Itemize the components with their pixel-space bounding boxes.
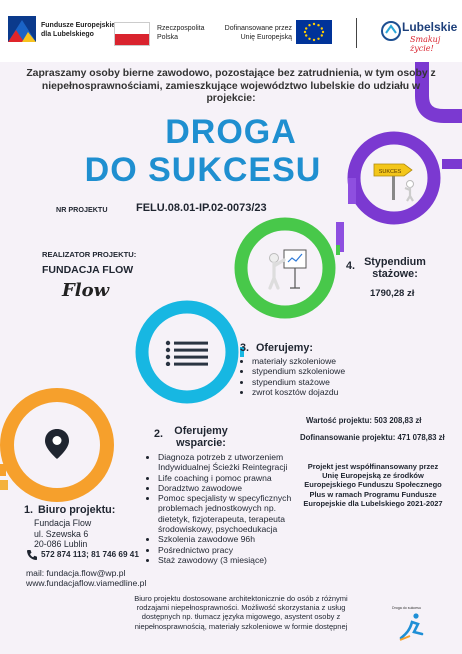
project-value: Wartość projektu: 503 208,83 zł [306, 416, 422, 425]
project-number: FELU.08.01-IP.02-0073/23 [136, 202, 267, 214]
ue-text: Dofinansowane przez Unię Europejską [224, 25, 292, 41]
signpost-icon [368, 156, 420, 202]
list-item: • Szkolenia zawodowe 96h [158, 534, 296, 544]
list-item: • Pomoc specjalisty w specyficznych problemach jednostkowych np. dietetyk, fizjoterapeuta, terapeuta środowiskowy, psychoedukacja [158, 493, 296, 534]
step3-title: Oferujemy: [256, 342, 313, 354]
step2-number: 2. [154, 428, 164, 440]
realizator-name: FUNDACJA FLOW [42, 264, 134, 276]
accessibility-note: Biuro projektu dostosowane architektonicznie do osób z różnymi rodzajami niepełnosprawności. Możliwość skorzystania z usług dostępnych np. tłumacz języka migowego, asystent osoby z niepełnosprawnością, materiały szkoleniowe w formie dostępnej [134, 594, 348, 631]
presenter-icon [264, 248, 310, 292]
list-icon [165, 340, 209, 366]
step1-number: 1. [24, 504, 34, 516]
list-item: • zwrot kosztów dojazdu [252, 387, 420, 397]
financing-note: Projekt jest współfinansowany przez Unię Europejską ze środków Europejskiego Funduszu Społecznego Plus w ramach Programu Fundusze Europejskie dla Lubelskiego 2021-2027 [303, 462, 443, 508]
step4-title: Stypendium stażowe: [364, 256, 426, 280]
intro-text: Zapraszamy osoby bierne zawodowo, pozostające bez zatrudnienia, w tym osoby z niepełnosprawnościami, zamieszkujące województwo lubelskie do udziału w projekcie: [26, 68, 436, 104]
list-item: • stypendium stażowe [252, 377, 420, 387]
lubelskie-tagline: Smakuj życie! [410, 35, 441, 53]
office-phone: 572 874 113; 81 746 69 41 [41, 550, 139, 559]
step1-title: Biuro projektu: [38, 504, 116, 516]
project-cofinancing: Dofinansowanie projektu: 471 078,83 zł [300, 433, 445, 442]
list-item: • Staż zawodowy (3 miesiące) [158, 555, 296, 565]
step2-title: Oferujemy wsparcie: [174, 425, 228, 449]
lubelskie-text: Lubelskie [402, 20, 458, 34]
step3-list [240, 356, 420, 397]
list-item: • Life coaching i pomoc prawna [158, 473, 296, 483]
phone-icon [26, 549, 38, 561]
title-line-2: DO SUKCESU [84, 151, 322, 189]
title-line-1: DROGA [165, 113, 297, 151]
list-item: • materiały szkoleniowe [252, 356, 420, 366]
step4-amount: 1790,28 zł [370, 288, 415, 299]
bottom-logo-text: Droga do sukcesu [392, 606, 421, 610]
office-mail: mail: fundacja.flow@wp.pl [26, 568, 126, 578]
step3-number: 3. [240, 342, 250, 354]
realizator-label: REALIZATOR PROJEKTU: [42, 250, 137, 259]
list-item: • Diagnoza potrzeb z utworzeniem Indywidualnej Ścieżki Reintegracji [158, 452, 296, 473]
step4-number: 4. [346, 260, 356, 272]
location-pin-icon [44, 428, 70, 460]
bottom-logo-icon [398, 612, 426, 642]
fe-text: Fundusze Europejskie dla Lubelskiego [41, 22, 116, 38]
project-label: NR PROJEKTU [56, 205, 108, 214]
step2-list [146, 452, 296, 565]
flow-logo: Flow [62, 280, 110, 301]
list-item: • Doradztwo zawodowe [158, 483, 296, 493]
office-www: www.fundacjaflow.viamedline.pl [26, 578, 147, 588]
list-item: • stypendium szkoleniowe [252, 366, 420, 376]
rp-text: Rzeczpospolita Polska [157, 25, 205, 41]
signpost-label: SUKCES [378, 169, 402, 175]
list-item: • Pośrednictwo pracy [158, 545, 296, 555]
office-address: Fundacja Flow ul. Szewska 6 20-086 Lublin [34, 518, 92, 549]
